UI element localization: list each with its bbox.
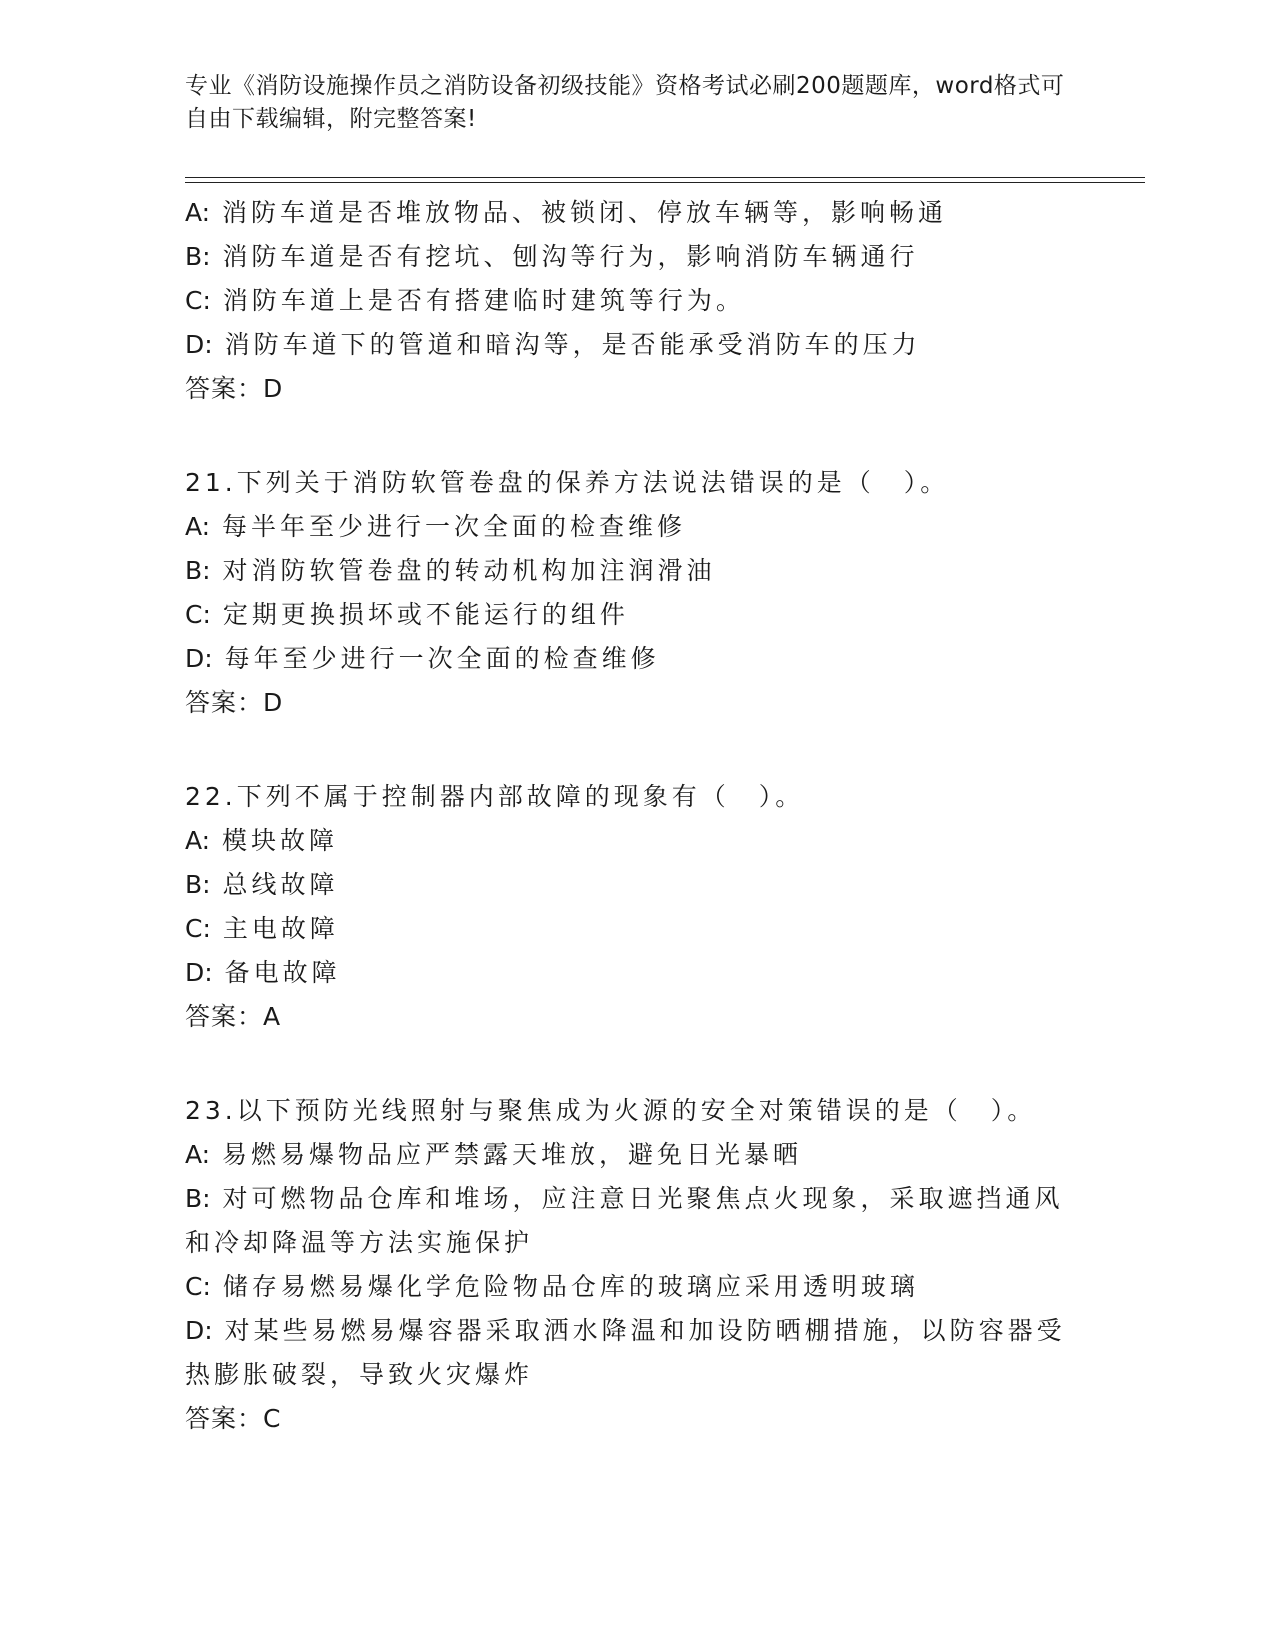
document-body	[185, 191, 1085, 1441]
option-b	[185, 863, 1085, 907]
option-letter: B:	[185, 242, 211, 271]
option-text: 消防车道是否堆放物品、被锁闭、停放车辆等，影响畅通	[222, 198, 948, 227]
option-text: 对可燃物品仓库和堆场，应注意日光聚焦点火现象，采取遮挡通风和冷却降温等方法实施保护	[185, 1184, 1064, 1257]
option-letter: D:	[185, 1316, 213, 1345]
answer-line: 答案：D	[185, 688, 284, 717]
option-letter: A:	[185, 198, 211, 227]
option-letter: C:	[185, 286, 211, 315]
option-d	[185, 637, 1085, 681]
option-letter: B:	[185, 1184, 211, 1213]
option-d	[185, 951, 1085, 995]
option-text: 备电故障	[224, 958, 341, 987]
option-text: 总线故障	[222, 870, 339, 899]
option-text: 对某些易燃易爆容器采取洒水降温和加设防晒棚措施，以防容器受热膨胀破裂，导致火灾爆炸	[185, 1316, 1066, 1389]
question-21-block	[185, 461, 1085, 725]
option-text: 模块故障	[222, 826, 339, 855]
option-text: 主电故障	[222, 914, 339, 943]
header-rule-top	[185, 177, 1145, 178]
question-title: 21.下列关于消防软管卷盘的保养方法说法错误的是（ ）。	[185, 468, 950, 497]
option-c	[185, 279, 1085, 323]
question-23-block	[185, 1089, 1085, 1441]
question-22-block	[185, 775, 1085, 1039]
option-text: 定期更换损坏或不能运行的组件	[222, 600, 629, 629]
option-d	[185, 323, 1085, 367]
option-letter: C:	[185, 600, 211, 629]
option-d	[185, 1309, 1085, 1397]
question-title: 23.以下预防光线照射与聚焦成为火源的安全对策错误的是（ ）。	[185, 1096, 1037, 1125]
prev-question-block	[185, 191, 1085, 411]
option-letter: D:	[185, 958, 213, 987]
option-letter: C:	[185, 1272, 211, 1301]
option-text: 消防车道下的管道和暗沟等，是否能承受消防车的压力	[224, 330, 921, 359]
option-c	[185, 1265, 1085, 1309]
option-letter: D:	[185, 330, 213, 359]
option-b	[185, 1177, 1085, 1265]
option-text: 易燃易爆物品应严禁露天堆放，避免日光暴晒	[222, 1140, 803, 1169]
document-header: 专业《消防设施操作员之消防设备初级技能》资格考试必刷200题题库，word格式可自由下载编辑，附完整答案!	[185, 73, 1065, 132]
option-a	[185, 819, 1085, 863]
header-rule-bottom	[185, 182, 1145, 183]
option-a	[185, 191, 1085, 235]
answer-line: 答案：D	[185, 374, 284, 403]
answer-line: 答案：A	[185, 1002, 282, 1031]
option-text: 每年至少进行一次全面的检查维修	[224, 644, 660, 673]
option-letter: A:	[185, 512, 211, 541]
question-title: 22.下列不属于控制器内部故障的现象有（ ）。	[185, 782, 805, 811]
option-a	[185, 505, 1085, 549]
option-letter: A:	[185, 1140, 211, 1169]
option-c	[185, 907, 1085, 951]
option-text: 储存易燃易爆化学危险物品仓库的玻璃应采用透明玻璃	[222, 1272, 919, 1301]
option-text: 消防车道是否有挖坑、刨沟等行为，影响消防车辆通行	[222, 242, 919, 271]
option-text: 每半年至少进行一次全面的检查维修	[222, 512, 687, 541]
option-c	[185, 593, 1085, 637]
option-letter: C:	[185, 914, 211, 943]
option-text: 消防车道上是否有搭建临时建筑等行为。	[222, 286, 745, 315]
option-a	[185, 1133, 1085, 1177]
option-letter: B:	[185, 556, 211, 585]
option-text: 对消防软管卷盘的转动机构加注润滑油	[222, 556, 716, 585]
answer-line: 答案：C	[185, 1404, 282, 1433]
option-letter: B:	[185, 870, 211, 899]
option-b	[185, 549, 1085, 593]
option-letter: D:	[185, 644, 213, 673]
option-b	[185, 235, 1085, 279]
option-letter: A:	[185, 826, 211, 855]
